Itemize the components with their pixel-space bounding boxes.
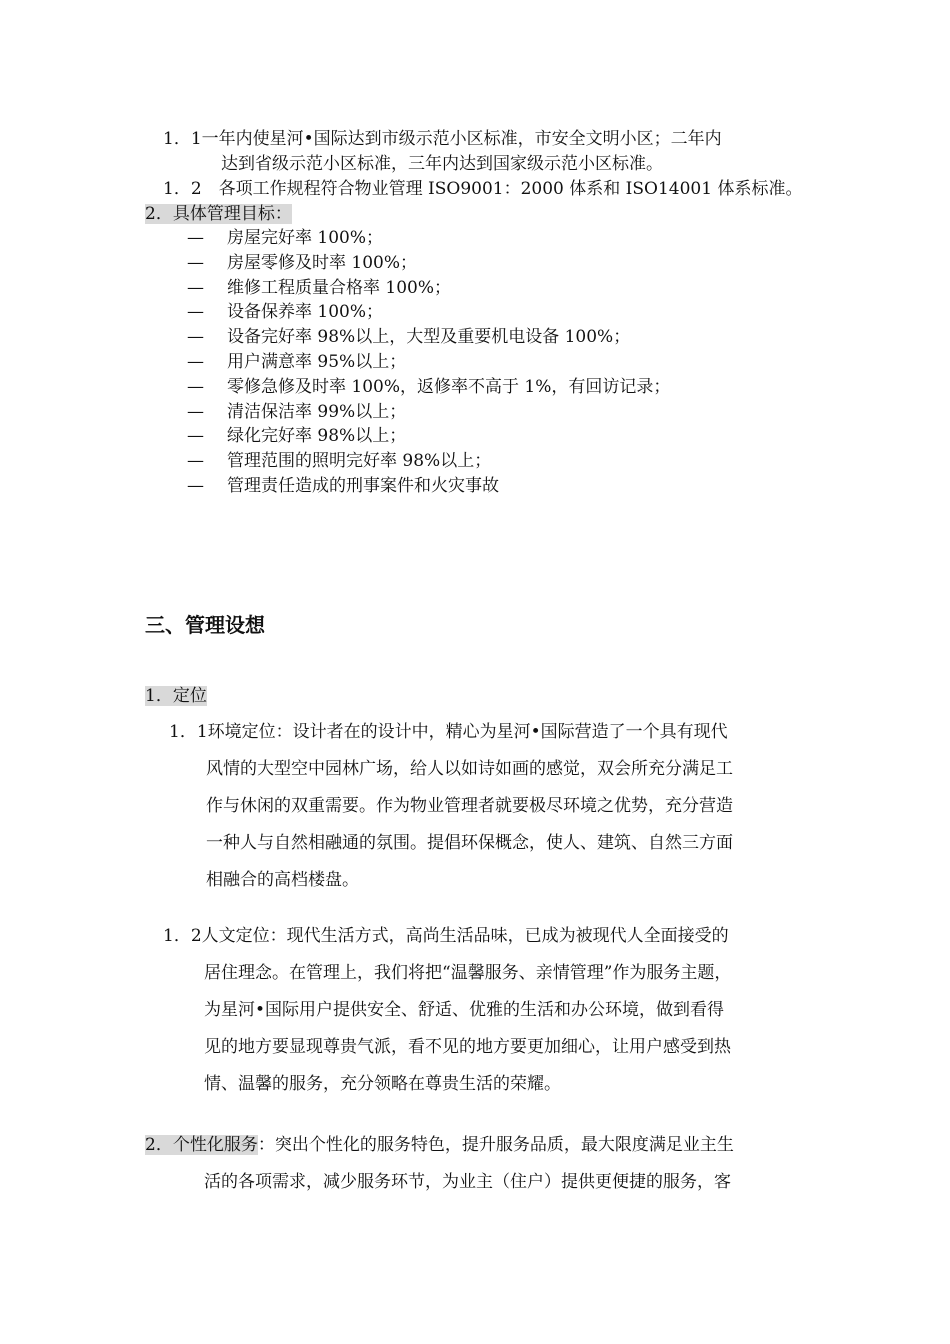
- specific-goals-heading-text: 2．具体管理目标：: [145, 204, 292, 224]
- environment-positioning-paragraph: [169, 714, 733, 899]
- dash-bullet: —: [187, 401, 204, 422]
- list-item: [187, 227, 670, 252]
- goal-text: 用户满意率 95%以上；: [227, 351, 407, 372]
- list-item: [187, 450, 670, 475]
- section-title: 三、管理设想: [145, 613, 265, 637]
- paragraph-line: 情、温馨的服务，充分领略在尊贵生活的荣耀。: [204, 1074, 561, 1094]
- paragraph-line: 为星河•国际用户提供安全、舒适、优雅的生活和办公环境，做到看得: [204, 1000, 725, 1020]
- dash-bullet: —: [187, 228, 204, 248]
- paragraph-line: [145, 1127, 734, 1164]
- dash-bullet: —: [187, 426, 204, 447]
- positioning-heading: [145, 685, 207, 707]
- humanistic-positioning-paragraph: [163, 918, 731, 1103]
- paragraph-line: 相融合的高档楼盘。: [206, 870, 359, 890]
- target-1-1-line2: 达到省级示范小区标准，三年内达到国家级示范小区标准。: [221, 154, 663, 174]
- dash-bullet: —: [187, 252, 204, 273]
- dash-bullet: —: [187, 451, 204, 472]
- list-item: [187, 277, 670, 302]
- personalized-service-paragraph: [145, 1127, 734, 1201]
- dash-bullet: —: [187, 302, 204, 323]
- goal-text: 清洁保洁率 99%以上；: [227, 401, 407, 422]
- goal-text: 房屋零修及时率 100%；: [227, 252, 418, 273]
- goal-text: 维修工程质量合格率 100%；: [227, 277, 452, 298]
- paragraph-line: 作与休闲的双重需要。作为物业管理者就要极尽环境之优势，充分营造: [206, 796, 733, 816]
- list-item: [187, 326, 670, 351]
- dash-bullet: —: [187, 351, 204, 372]
- list-item: [187, 252, 670, 277]
- personalized-service-text: ：突出个性化的服务特色，提升服务品质，最大限度满足业主生: [257, 1135, 734, 1155]
- specific-goals-heading: [145, 203, 292, 225]
- dash-bullet: —: [187, 277, 204, 298]
- paragraph-line: 1．1环境定位：设计者在的设计中，精心为星河•国际营造了一个具有现代: [169, 722, 728, 742]
- target-1-2: 1．2 各项工作规程符合物业管理 ISO9001：2000 体系和 ISO14001 体系标准。: [163, 179, 803, 199]
- goal-list: [187, 227, 670, 500]
- list-item: [187, 376, 670, 401]
- list-item: [187, 425, 670, 450]
- list-item: [187, 475, 670, 500]
- goal-text: 房屋完好率 100%；: [227, 228, 384, 248]
- paragraph-line: 见的地方要显现尊贵气派，看不见的地方要更加细心，让用户感受到热: [204, 1037, 731, 1057]
- personalized-service-label: 2．个性化服务: [145, 1135, 258, 1155]
- goal-text: 零修急修及时率 100%，返修率不高于 1%，有回访记录；: [227, 376, 671, 397]
- target-1-1-line1: 1．1一年内使星河•国际达到市级示范小区标准，市安全文明小区；二年内: [163, 129, 722, 149]
- dash-bullet: —: [187, 327, 204, 348]
- paragraph-line: 风情的大型空中园林广场，给人以如诗如画的感觉，双会所充分满足工: [206, 759, 733, 779]
- dash-bullet: —: [187, 376, 204, 397]
- list-item: [187, 401, 670, 426]
- paragraph-line: 居住理念。在管理上，我们将把“温馨服务、亲情管理”作为服务主题，: [204, 963, 732, 983]
- goal-text: 设备完好率 98%以上，大型及重要机电设备 100%；: [227, 327, 631, 348]
- goal-text: 管理范围的照明完好率 98%以上；: [227, 451, 492, 472]
- goal-text: 设备保养率 100%；: [227, 302, 384, 323]
- paragraph-line: 1．2人文定位：现代生活方式，高尚生活品味，已成为被现代人全面接受的: [163, 926, 729, 946]
- goal-text: 绿化完好率 98%以上；: [227, 426, 407, 447]
- goal-text: 管理责任造成的刑事案件和火灾事故: [227, 475, 499, 496]
- paragraph-line: 一种人与自然相融通的氛围。提倡环保概念，使人、建筑、自然三方面: [206, 833, 733, 853]
- dash-bullet: —: [187, 475, 204, 496]
- list-item: [187, 301, 670, 326]
- paragraph-line: 活的各项需求，减少服务环节，为业主（住户）提供更便捷的服务，客: [204, 1172, 731, 1192]
- positioning-heading-text: 1．定位: [145, 686, 207, 706]
- list-item: [187, 351, 670, 376]
